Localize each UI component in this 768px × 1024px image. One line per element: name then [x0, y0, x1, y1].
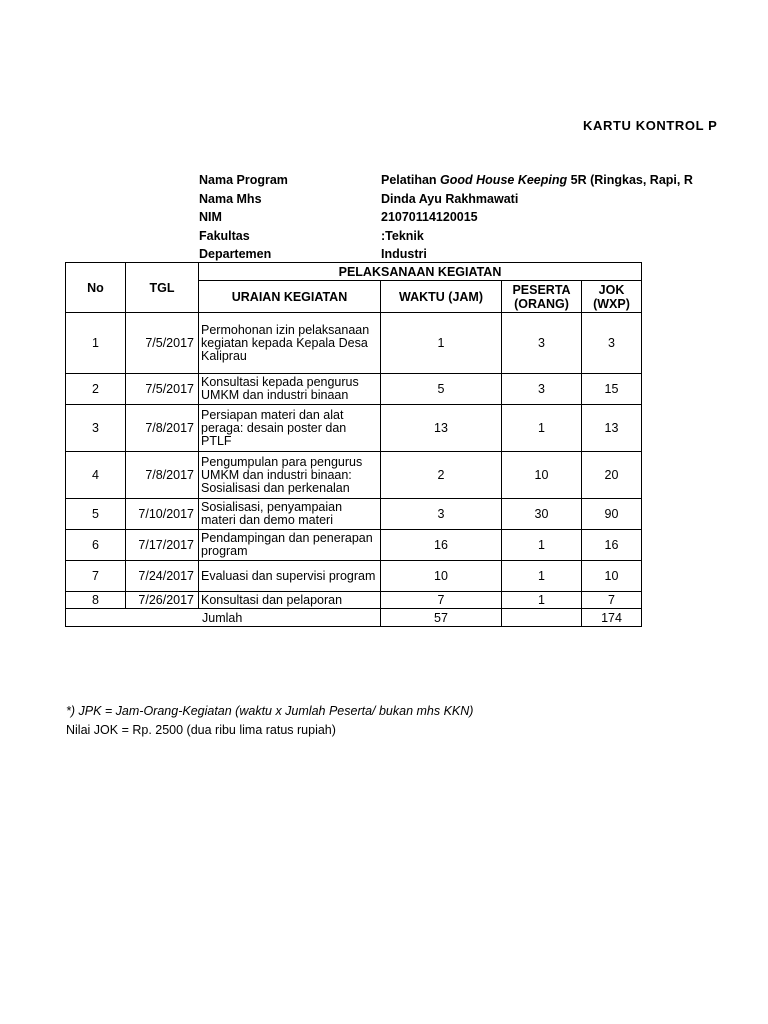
row-jok: 13	[582, 405, 642, 452]
footnotes	[66, 702, 473, 740]
row-waktu: 10	[381, 561, 502, 592]
total-label: Jumlah	[66, 609, 381, 627]
row-waktu: 1	[381, 313, 502, 374]
row-tgl: 7/8/2017	[126, 452, 199, 499]
header-pelaksanaan: PELAKSANAAN KEGIATAN	[199, 263, 642, 281]
row-peserta: 10	[502, 452, 582, 499]
header-jok-line1: JOK	[598, 282, 625, 297]
header-waktu: WAKTU (JAM)	[381, 281, 502, 313]
row-peserta: 1	[502, 530, 582, 561]
table-row	[66, 405, 642, 452]
row-uraian: Sosialisasi, penyampaian materi dan demo materi	[199, 499, 381, 530]
table-row	[66, 374, 642, 405]
header-jok-line2: (WXP)	[593, 296, 630, 311]
row-waktu: 13	[381, 405, 502, 452]
departemen-value: Industri	[381, 247, 427, 261]
row-jok: 20	[582, 452, 642, 499]
row-peserta: 3	[502, 374, 582, 405]
document-title: KARTU KONTROL P	[583, 118, 718, 133]
row-peserta: 3	[502, 313, 582, 374]
row-waktu: 5	[381, 374, 502, 405]
row-no: 6	[66, 530, 126, 561]
row-no: 2	[66, 374, 126, 405]
header-tgl: TGL	[126, 263, 199, 313]
row-jok: 7	[582, 592, 642, 609]
note-nilai: Nilai JOK = Rp. 2500 (dua ribu lima ratus rupiah)	[66, 723, 336, 737]
row-uraian: Konsultasi kepada pengurus UMKM dan industri binaan	[199, 374, 381, 405]
row-uraian: Pendampingan dan penerapan program	[199, 530, 381, 561]
header-no: No	[66, 263, 126, 313]
row-waktu: 16	[381, 530, 502, 561]
table-row	[66, 530, 642, 561]
header-jok	[582, 281, 642, 313]
row-tgl: 7/26/2017	[126, 592, 199, 609]
nim-value: 21070114120015	[381, 210, 478, 224]
total-peserta	[502, 609, 582, 627]
note-jpk: *) JPK = Jam-Orang-Kegiatan (waktu x Jumlah Peserta/ bukan mhs KKN)	[66, 704, 474, 718]
row-waktu: 2	[381, 452, 502, 499]
row-peserta: 1	[502, 592, 582, 609]
row-tgl: 7/8/2017	[126, 405, 199, 452]
row-tgl: 7/17/2017	[126, 530, 199, 561]
row-tgl: 7/5/2017	[126, 374, 199, 405]
mhs-value: Dinda Ayu Rakhmawati	[381, 191, 519, 206]
row-jok: 10	[582, 561, 642, 592]
fakultas-value: :Teknik	[381, 228, 424, 243]
row-no: 7	[66, 561, 126, 592]
row-uraian: Pengumpulan para pengurus UMKM dan industri binaan: Sosialisasi dan perkenalan	[199, 452, 381, 499]
row-tgl: 7/24/2017	[126, 561, 199, 592]
row-peserta: 1	[502, 561, 582, 592]
row-uraian: Evaluasi dan supervisi program	[199, 561, 381, 592]
header-peserta-line2: (ORANG)	[514, 296, 569, 311]
row-jok: 16	[582, 530, 642, 561]
table-row	[66, 561, 642, 592]
activity-table	[65, 262, 642, 627]
program-value-suffix: 5R (Ringkas, Rapi, R	[567, 173, 693, 187]
header-row-1	[66, 263, 642, 281]
table-row	[66, 452, 642, 499]
row-tgl: 7/5/2017	[126, 313, 199, 374]
table-row	[66, 313, 642, 374]
row-waktu: 3	[381, 499, 502, 530]
total-waktu: 57	[381, 609, 502, 627]
row-jok: 90	[582, 499, 642, 530]
total-row	[66, 609, 642, 627]
header-uraian: URAIAN KEGIATAN	[199, 281, 381, 313]
row-waktu: 7	[381, 592, 502, 609]
header-peserta	[502, 281, 582, 313]
row-uraian: Permohonan izin pelaksanaan kegiatan kepada Kepala Desa Kaliprau	[199, 313, 381, 374]
mhs-label: Nama Mhs	[199, 191, 262, 206]
departemen-label: Departemen	[199, 247, 272, 261]
row-jok: 15	[582, 374, 642, 405]
program-value	[381, 173, 693, 187]
fakultas-label: Fakultas	[199, 228, 250, 243]
row-no: 3	[66, 405, 126, 452]
row-uraian: Konsultasi dan pelaporan	[199, 592, 381, 609]
program-label: Nama Program	[199, 173, 288, 187]
header-peserta-line1: PESERTA	[512, 282, 571, 297]
row-no: 1	[66, 313, 126, 374]
row-tgl: 7/10/2017	[126, 499, 199, 530]
row-no: 5	[66, 499, 126, 530]
table-row	[66, 499, 642, 530]
row-no: 4	[66, 452, 126, 499]
nim-label: NIM	[199, 210, 222, 224]
program-value-italic: Good House Keeping	[440, 173, 568, 187]
row-jok: 3	[582, 313, 642, 374]
program-value-prefix: Pelatihan	[381, 173, 441, 187]
row-no: 8	[66, 592, 126, 609]
table-row	[66, 592, 642, 609]
row-peserta: 1	[502, 405, 582, 452]
total-jok: 174	[582, 609, 642, 627]
row-peserta: 30	[502, 499, 582, 530]
row-uraian: Persiapan materi dan alat peraga: desain poster dan PTLF	[199, 405, 381, 452]
